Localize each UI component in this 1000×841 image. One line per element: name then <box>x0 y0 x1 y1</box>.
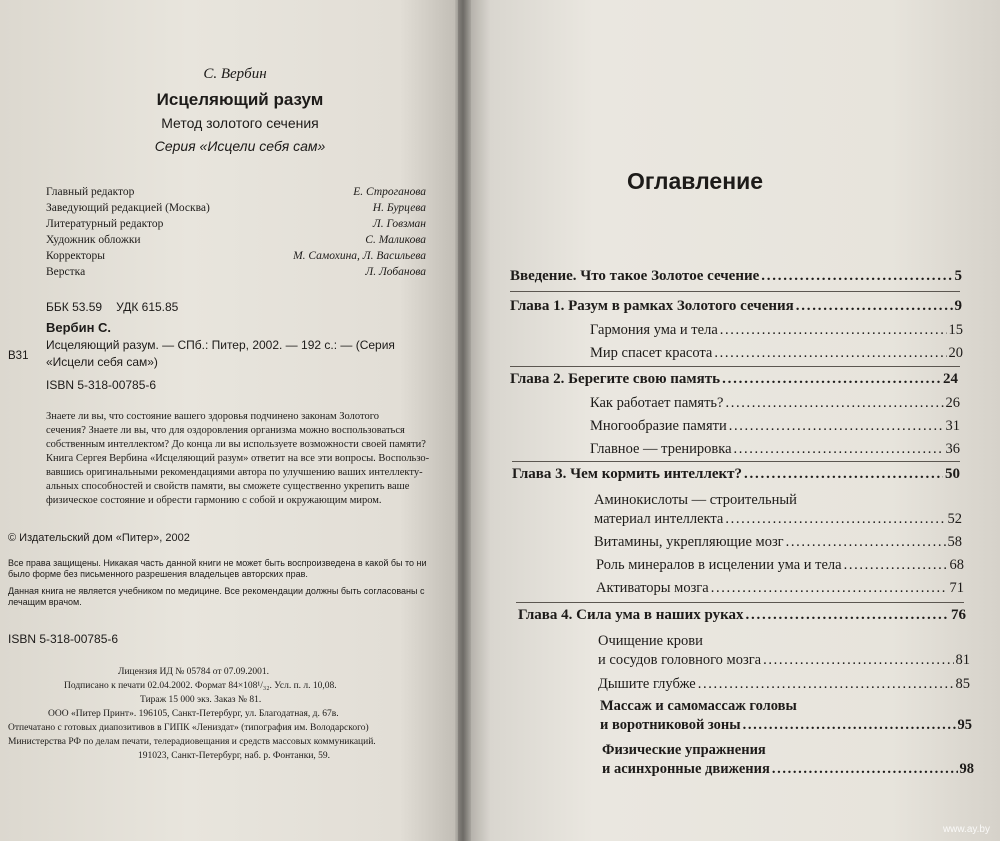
toc-leader <box>844 557 948 574</box>
copyright: © Издательский дом «Питер», 2002 <box>8 532 190 544</box>
toc-entry-section <box>590 345 963 362</box>
imprint-line: ООО «Питер Принт». 196105, Санкт-Петербург, ул. Благодатная, д. 67в. <box>48 709 339 719</box>
annotation-line: Знаете ли вы, что состояние вашего здоровья подчинено законам Золотого <box>46 411 379 422</box>
toc-leader <box>725 395 943 412</box>
toc-entry-title: Активаторы мозга <box>596 580 709 596</box>
toc-page-number: 98 <box>959 761 974 777</box>
staff-name: М. Самохина, Л. Васильева <box>293 250 426 262</box>
toc-entry-section <box>590 418 960 435</box>
imprint-line: 191023, Санкт-Петербург, наб. р. Фонтанки, 59. <box>138 751 331 761</box>
imprint-line: Министерства РФ по делам печати, телерадиовещания и средств массовых коммуникаций. <box>8 737 376 747</box>
toc-leader <box>796 298 953 315</box>
annotation-line: вавшись оригинальными рекомендациями автора по улучшению ваших интеллекту- <box>46 467 423 478</box>
toc-separator <box>512 461 960 462</box>
toc-page-number: 52 <box>947 511 962 527</box>
toc-entry-title: Введение. Что такое Золотое сечение <box>510 268 760 284</box>
toc-entry-section <box>600 717 972 734</box>
book-gutter <box>455 0 471 841</box>
toc-entry-title: Витамины, укрепляющие мозг <box>594 534 784 550</box>
toc-entry-chapter-1 <box>510 298 962 315</box>
staff-row <box>46 234 426 250</box>
toc-leader <box>725 511 945 528</box>
annotation-line: физическое состояние и обрести гармонию с собой и окружающим миром. <box>46 495 382 506</box>
toc-leader <box>763 652 953 669</box>
toc-title: Оглавление <box>626 168 764 194</box>
toc-entry-section <box>596 580 964 597</box>
isbn: ISBN 5-318-00785-6 <box>46 378 157 392</box>
toc-entry-section <box>598 652 970 669</box>
toc-entry-title: и сосудов головного мозга <box>598 652 762 668</box>
toc-page-number: 15 <box>948 322 963 338</box>
staff-role: Главный редактор <box>46 186 135 198</box>
toc-leader <box>761 268 952 285</box>
toc-entry-section <box>598 676 970 693</box>
toc-page-number: 20 <box>948 345 963 361</box>
toc-leader <box>711 580 948 597</box>
toc-page-number: 95 <box>957 717 972 733</box>
toc-page-number: 76 <box>951 607 966 623</box>
staff-name: Н. Бурцева <box>372 202 426 214</box>
annotation-line: сечения? Знаете ли вы, что для оздоровления организма можно воспользоваться <box>46 425 405 436</box>
staff-name: Л. Говзман <box>372 218 426 230</box>
toc-leader <box>746 607 949 624</box>
catalog-code: В31 <box>8 350 29 362</box>
toc-page-number: 58 <box>947 534 962 550</box>
toc-entry-title: Мир спасет красота <box>590 345 713 361</box>
site-watermark: www.ay.by <box>942 824 990 835</box>
toc-entry-title: Дышите глубже <box>598 676 696 692</box>
catalog-line: Исцеляющий разум. — СПб.: Питер, 2002. — 192 с.: — (Серия <box>46 338 395 352</box>
toc-entry-section-first-line: Очищение крови <box>598 633 703 649</box>
toc-entry-title: Глава 4. Сила ума в наших руках <box>518 607 744 623</box>
toc-page-number: 71 <box>949 580 964 596</box>
toc-page-number: 68 <box>949 557 964 573</box>
staff-name: Л. Лобанова <box>365 266 426 278</box>
staff-name: С. Маликова <box>365 234 426 246</box>
toc-leader <box>729 418 944 435</box>
toc-entry-section <box>590 322 963 339</box>
toc-entry-title: Главное — тренировка <box>590 441 732 457</box>
toc-entry-title: Глава 3. Чем кормить интеллект? <box>512 466 743 482</box>
toc-leader <box>720 322 947 339</box>
toc-entry-section <box>596 557 964 574</box>
toc-leader <box>744 466 943 483</box>
toc-entry-title: Роль минералов в исцелении ума и тела <box>596 557 842 573</box>
toc-page-number: 50 <box>945 466 960 482</box>
book-subtitle: Метод золотого сечения <box>161 115 319 131</box>
rights-line: было форме без письменного разрешения владельцев авторских прав. <box>8 569 308 579</box>
toc-entry-title: Многообразие памяти <box>590 418 727 434</box>
toc-entry-title: Глава 1. Разум в рамках Золотого сечения <box>510 298 794 314</box>
toc-entry-chapter-4 <box>518 607 966 624</box>
imprint-line: Отпечатано с готовых диапозитивов в ГИПК «Лениздат» (типография им. Володарского) <box>8 723 369 733</box>
staff-row <box>46 202 426 218</box>
toc-leader <box>772 761 958 778</box>
catalog-line: «Исцели себя сам») <box>46 355 158 369</box>
staff-role: Верстка <box>46 266 86 278</box>
toc-entry-title: Гармония ума и тела <box>590 322 718 338</box>
toc-entry-title: и асинхронные движения <box>602 761 770 777</box>
annotation-line: собственным интеллектом? До конца ли вы используете возможности своей памяти? <box>46 439 426 450</box>
book-author: С. Вербин <box>203 66 267 82</box>
toc-entry-section-first-line: Аминокислоты — строительный <box>594 492 797 508</box>
staff-role: Заведующий редакцией (Москва) <box>46 202 210 214</box>
toc-separator <box>516 602 964 603</box>
staff-row <box>46 186 426 202</box>
toc-leader <box>743 717 956 734</box>
toc-entry-section <box>602 761 974 778</box>
medical-note-line: лечащим врачом. <box>8 597 82 607</box>
toc-entry-title: материал интеллекта <box>594 511 724 527</box>
staff-row <box>46 266 426 282</box>
rights-line: Все права защищены. Никакая часть данной книги не может быть воспроизведена в какой бы то ни <box>8 558 427 568</box>
toc-page-number: 5 <box>954 268 962 284</box>
toc-entry-title: Глава 2. Берегите свою память <box>510 371 721 387</box>
imprint-line: Подписано к печати 02.04.2002. Формат 84×108¹/₃₂. Усл. п. л. 10,08. <box>64 681 337 691</box>
medical-note-line: Данная книга не является учебником по медицине. Все рекомендации должны быть согласованы с <box>8 586 425 596</box>
staff-row <box>46 218 426 234</box>
toc-entry-title: и воротниковой зоны <box>600 717 741 733</box>
catalog-author: Вербин С. <box>46 320 112 335</box>
isbn-bottom: ISBN 5-318-00785-6 <box>8 632 119 646</box>
staff-role: Литературный редактор <box>46 218 164 230</box>
staff-name: Е. Строганова <box>353 186 426 198</box>
toc-entry-title: Как работает память? <box>590 395 724 411</box>
toc-page-number: 36 <box>945 441 960 457</box>
toc-page-number: 31 <box>945 418 960 434</box>
bbk-udk-line <box>46 300 192 314</box>
bbk-code: ББК 53.59 <box>46 300 103 314</box>
book-series: Серия «Исцели себя сам» <box>154 138 326 154</box>
toc-separator <box>510 366 960 367</box>
annotation-line: альных способностей и свойств памяти, вы сможете существенно укрепить ваше <box>46 481 410 492</box>
toc-entry-section <box>590 441 960 458</box>
staff-role: Корректоры <box>46 250 105 262</box>
toc-leader <box>714 345 946 362</box>
toc-entry-section-first-line: Массаж и самомассаж головы <box>600 698 797 714</box>
toc-page-number: 26 <box>945 395 960 411</box>
toc-entry-section-first-line: Физические упражнения <box>602 742 766 758</box>
toc-page-number: 81 <box>955 652 970 668</box>
toc-entry-section <box>590 395 960 412</box>
imprint-line: Лицензия ИД № 05784 от 07.09.2001. <box>118 667 270 677</box>
toc-separator <box>510 291 960 292</box>
toc-leader <box>786 534 946 551</box>
toc-entry-chapter-3 <box>512 466 960 483</box>
toc-page-number: 9 <box>954 298 962 314</box>
toc-entry-chapter-2 <box>510 371 958 388</box>
imprint-line: Тираж 15 000 экз. Заказ № 81. <box>140 695 262 705</box>
toc-entry-section <box>594 534 962 551</box>
toc-leader <box>734 441 944 458</box>
book-title: Исцеляющий разум <box>156 90 324 109</box>
toc-entry-section <box>594 511 962 528</box>
toc-page-number: 85 <box>955 676 970 692</box>
toc-leader <box>698 676 954 693</box>
staff-role: Художник обложки <box>46 234 141 246</box>
annotation-line: Книга Сергея Вербина «Исцеляющий разум» ответит на все эти вопросы. Воспользо- <box>46 453 430 464</box>
toc-leader <box>722 371 941 388</box>
staff-row <box>46 250 426 266</box>
toc-page-number: 24 <box>943 371 958 387</box>
udk-code: УДК 615.85 <box>116 300 179 314</box>
toc-entry-intro <box>510 268 962 285</box>
